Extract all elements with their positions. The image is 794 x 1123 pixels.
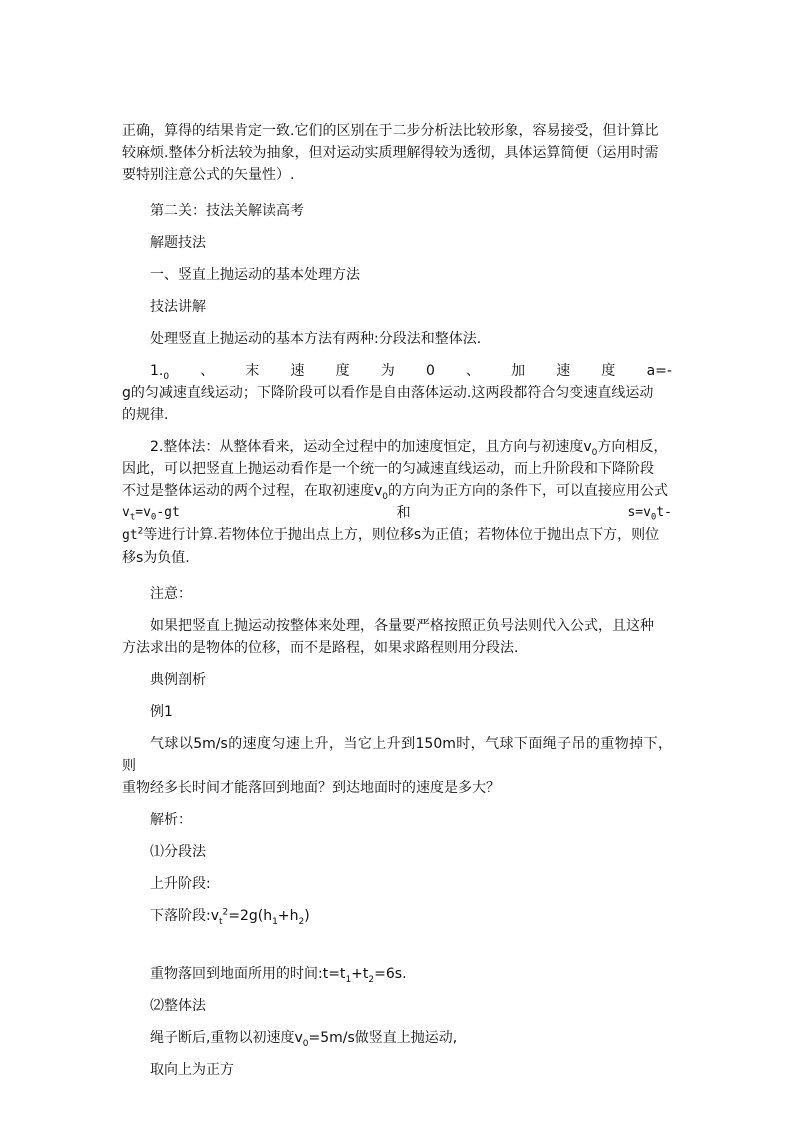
p1-token: 0 [425,363,435,379]
intro-line-3: 要特别注意公式的矢量性）. [122,167,295,183]
after-break: 绳子断后,重物以初速度$v_0=5m/s$做竖直上抛运动, [150,1030,458,1049]
p1-token: 、 [466,363,480,379]
falling-stage: 下落阶段$:v_t^2=2g(h_1+h_2)$ [150,907,310,927]
p1-token: 速 [556,363,571,379]
point2-line-3: 不过是整体运动的两个过程，在取初速度$v_0$的方向为正方向的条件下，可以直接应用公式 [122,483,669,502]
section-title: 第二关：技法关解读高考 [150,203,304,219]
solution-step-2: ⑵整体法 [150,998,206,1014]
total-time: 重物落回到地面所用的时间$:t=t_1+t_2=6s$. [150,966,407,985]
p1-token: 为 [380,363,395,379]
p1-token: 度 [335,363,350,379]
point2-line-1: 2.整体法：从整体看来，运动全过程中的加速度恒定，且方向与初速度$v_0$方向相反， [150,439,668,458]
p1-token: 加 [511,363,526,379]
p1-token: 末 [245,363,260,379]
example-label: 例1 [150,704,173,720]
p1-token: a=- [646,363,672,379]
example-question-2: 重物经多长时间才能落回到地面？到达地面时的速度是多大？ [122,780,500,796]
point2-line-2: 因此，可以把竖直上抛运动看作是一个统一的匀减速直线运动，而上升阶段和下降阶段 [122,461,654,477]
p1-token: 度 [601,363,616,379]
point2-line-6: 移s为负值. [122,550,190,566]
intro-line-1: 正确，算得的结果肯定一致.它们的区别在于二步分析法比较形象，容易接受，但计算比 [122,123,659,139]
point2-line-5: $gt^2$等进行计算.若物体位于抛出点上方，则位移s为正值；若物体位于抛出点下方，则位 [122,526,660,543]
note-line-1: 如果把竖直上抛运动按整体来处理，各量要严格按照正负号法则代入公式，且这种 [150,618,654,634]
intro-line-2: 较麻烦.整体分析法较为抽象，但对运动实质理解得较为透彻，具体运算简便（运用时需 [122,145,659,161]
formula-vt: $v_t=v_0-gt$ [122,505,180,523]
point2-formula-line [122,502,672,524]
p1-token: 、 [200,363,215,379]
example-question-1: 气球以5m/s的速度匀速上升，当它上升到150m时，气球下面绳子吊的重物掉下，则 [122,736,672,774]
point1-line-1 [122,360,672,382]
note-line-2: 方法求出的是物体的位移，而不是路程，如果求路程则用分段法. [122,640,519,656]
note-title: 注意： [150,586,192,602]
p1-token: 速 [290,363,305,379]
explain-title: 技法讲解 [150,299,206,315]
direction-note: 取向上为正方 [150,1062,234,1078]
solution-step-1: ⑴分段法 [150,844,206,860]
formula-and: 和 [396,505,411,521]
p1-token: $1._0$ [150,363,170,382]
methods-intro: 处理竖直上抛运动的基本方法有两种:分段法和整体法. [150,331,482,347]
solution-label: 解析： [150,812,192,828]
document-page [122,120,672,1081]
formula-s: $s=v_0t-$ [627,505,672,523]
rising-stage: 上升阶段: [150,876,211,892]
item1-title: 一、竖直上抛运动的基本处理方法 [150,267,360,283]
point1-line-3: 的规律. [122,407,169,423]
method-title: 解题技法 [150,235,206,251]
example-analysis-title: 典例剖析 [150,672,206,688]
point1-line-2: g的匀减速直线运动；下降阶段可以看作是自由落体运动.这两段都符合匀变速直线运动 [122,385,654,401]
